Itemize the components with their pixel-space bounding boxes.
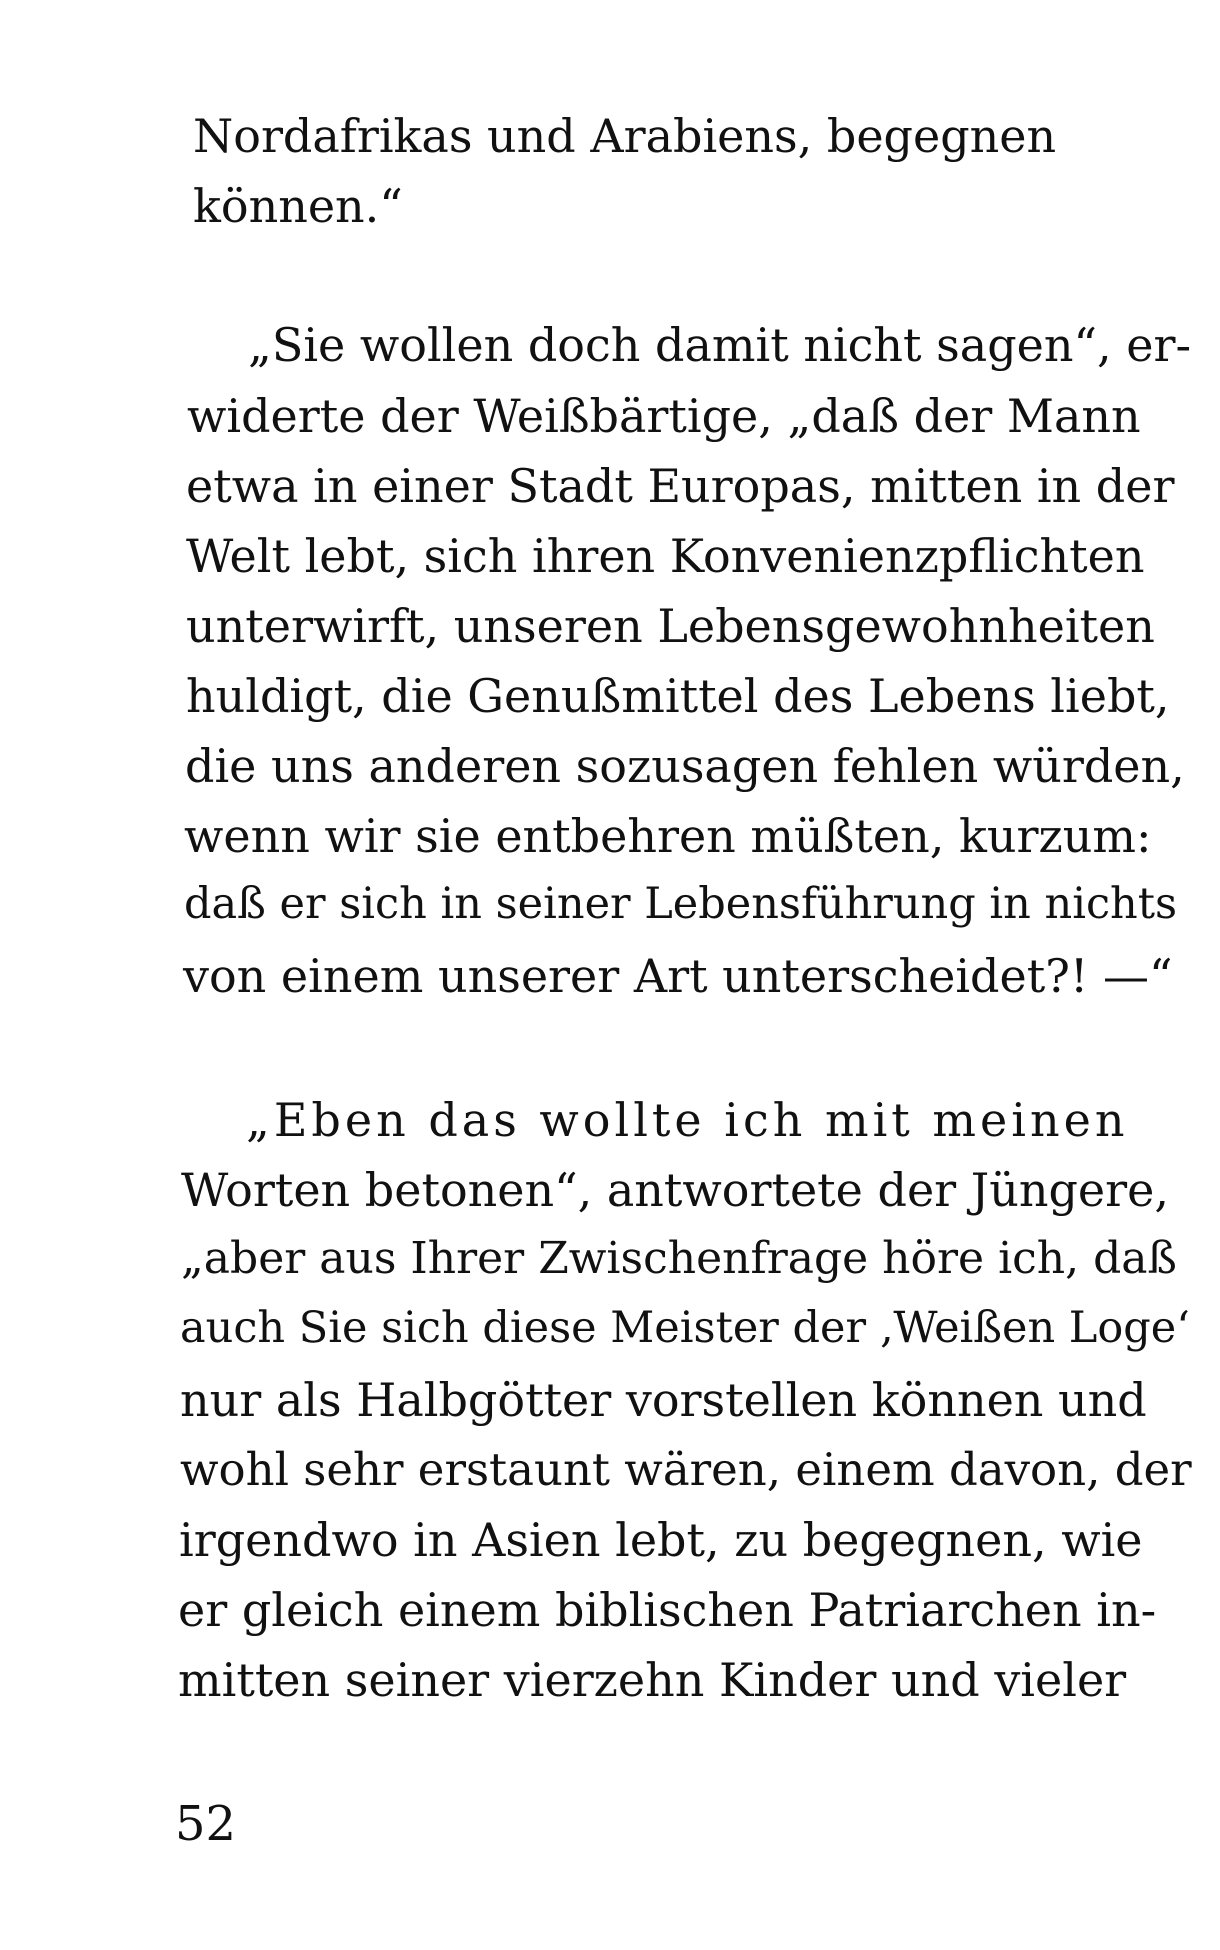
text-line: von einem unserer Art unterscheidet?! —“ [183, 949, 1173, 1003]
text-line: nur als Halbgötter vorstellen können und [180, 1373, 1147, 1427]
text-line: „aber aus Ihrer Zwischenfrage höre ich, daß [181, 1233, 1177, 1284]
text-line: daß er sich in seiner Lebensführung in nichts [184, 879, 1178, 929]
text-line: Worten betonen“, antwortete der Jüngere, [181, 1163, 1169, 1217]
text-line: auch Sie sich diese Meister der ‚Weißen Loge‘ [180, 1303, 1190, 1353]
text-line: widerte der Weißbärtige, „daß der Mann [187, 389, 1141, 443]
page-number: 52 [175, 1796, 237, 1852]
text-line: irgendwo in Asien lebt, zu begegnen, wie [179, 1513, 1143, 1567]
text-line: „Eben das wollte ich mit meinen [246, 1093, 1129, 1147]
text-line: huldigt, die Genußmittel des Lebens liebt, [186, 669, 1170, 723]
text-line: unterwirft, unseren Lebensgewohnheiten [186, 599, 1155, 653]
text-line: die uns anderen sozusagen fehlen würden, [185, 739, 1185, 793]
text-line: „Sie wollen doch damit nicht sagen“, er- [248, 318, 1191, 372]
text-line: wohl sehr erstaunt wären, einem davon, der [180, 1443, 1192, 1496]
text-line: etwa in einer Stadt Europas, mitten in der [186, 459, 1175, 513]
text-line: mitten seiner vierzehn Kinder und vieler [178, 1653, 1127, 1707]
text-line: Nordafrikas und Arabiens, begegnen [193, 109, 1057, 163]
text-line: er gleich einem biblischen Patriarchen in- [178, 1583, 1157, 1637]
text-line: können.“ [193, 179, 403, 233]
text-line: Welt lebt, sich ihren Konvenienzpflichten [186, 529, 1145, 583]
text-line: wenn wir sie entbehren müßten, kurzum: [184, 809, 1152, 863]
